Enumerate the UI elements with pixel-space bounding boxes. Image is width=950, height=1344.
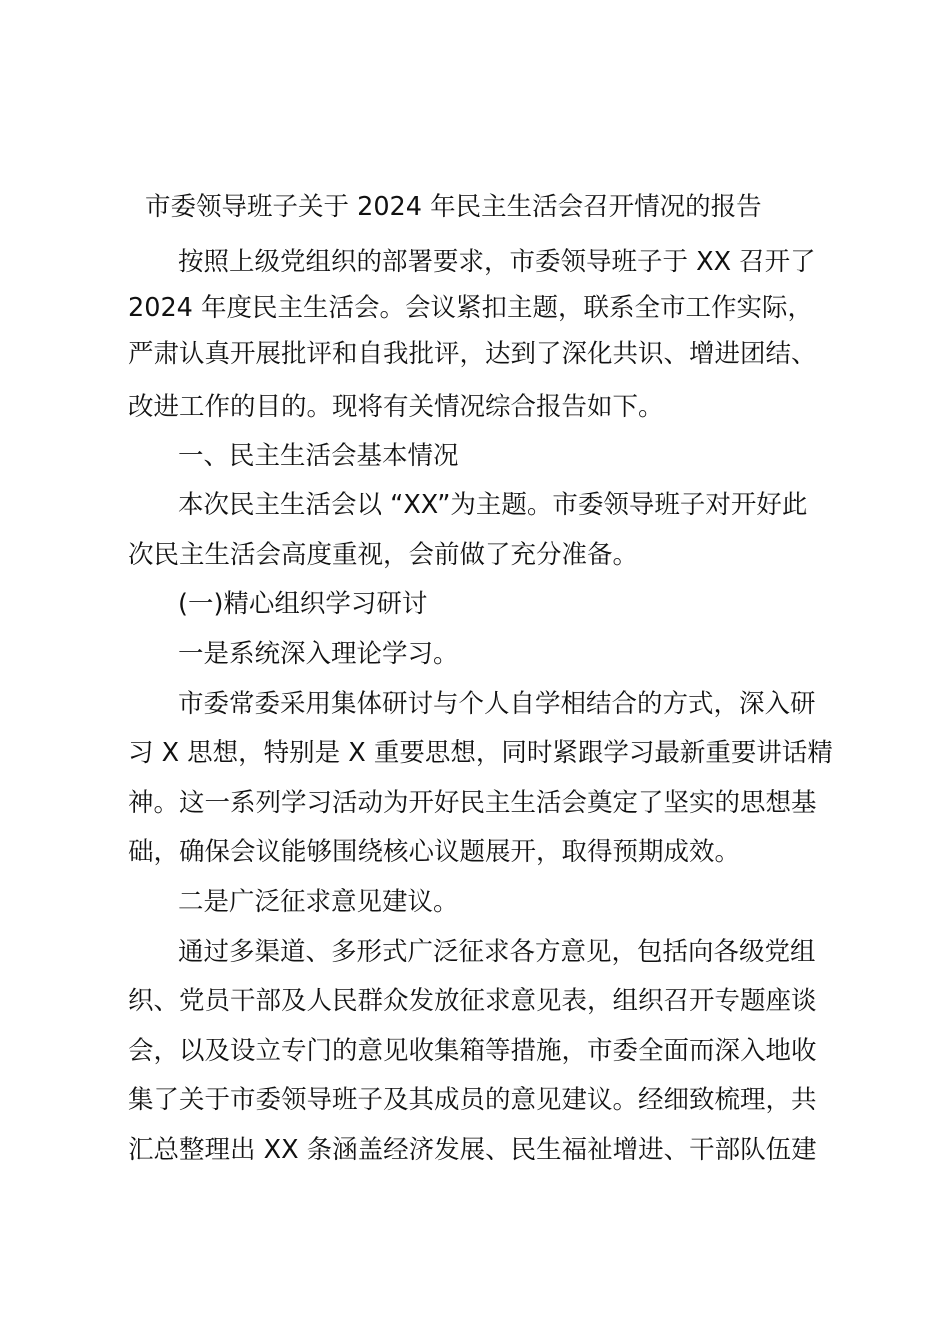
paragraph-line: 集了关于市委领导班子及其成员的意见建议。经细致梳理，共 [128,1085,817,1115]
paragraph-line: 汇总整理出 XX 条涵盖经济发展、民生福祉增进、干部队伍建 [128,1135,817,1165]
paragraph-line: 织、党员干部及人民群众发放征求意见表，组织召开专题座谈 [128,986,817,1016]
paragraph-line: 通过多渠道、多形式广泛征求各方意见，包括向各级党组 [178,937,816,967]
paragraph-line: 本次民主生活会以 “XX”为主题。市委领导班子对开好此 [178,490,808,520]
paragraph-line: 础，确保会议能够围绕核心议题展开，取得预期成效。 [128,837,741,867]
section-heading: 一、民主生活会基本情况 [178,441,459,471]
paragraph-line: 会，以及设立专门的意见收集箱等措施，市委全面而深入地收 [128,1036,817,1066]
point-heading: 二是广泛征求意见建议。 [178,887,459,917]
paragraph-line: 神。这一系列学习活动为开好民主生活会奠定了坚实的思想基 [128,788,817,818]
paragraph-line: 按照上级党组织的部署要求，市委领导班子于 XX 召开了 [178,247,816,277]
paragraph-line: 次民主生活会高度重视，会前做了充分准备。 [128,540,639,570]
paragraph-line: 习 X 思想，特别是 X 重要思想，同时紧跟学习最新重要讲话精 [128,738,833,768]
paragraph-line: 2024 年度民主生活会。会议紧扣主题，联系全市工作实际， [128,293,814,323]
document-title: 市委领导班子关于 2024 年民主生活会召开情况的报告 [145,192,762,222]
subsection-heading: (一)精心组织学习研讨 [178,589,428,619]
paragraph-line: 市委常委采用集体研讨与个人自学相结合的方式，深入研 [178,689,816,719]
point-heading: 一是系统深入理论学习。 [178,639,459,669]
paragraph-line: 严肃认真开展批评和自我批评，达到了深化共识、增进团结、 [128,339,817,369]
paragraph-line: 改进工作的目的。现将有关情况综合报告如下。 [128,392,664,422]
